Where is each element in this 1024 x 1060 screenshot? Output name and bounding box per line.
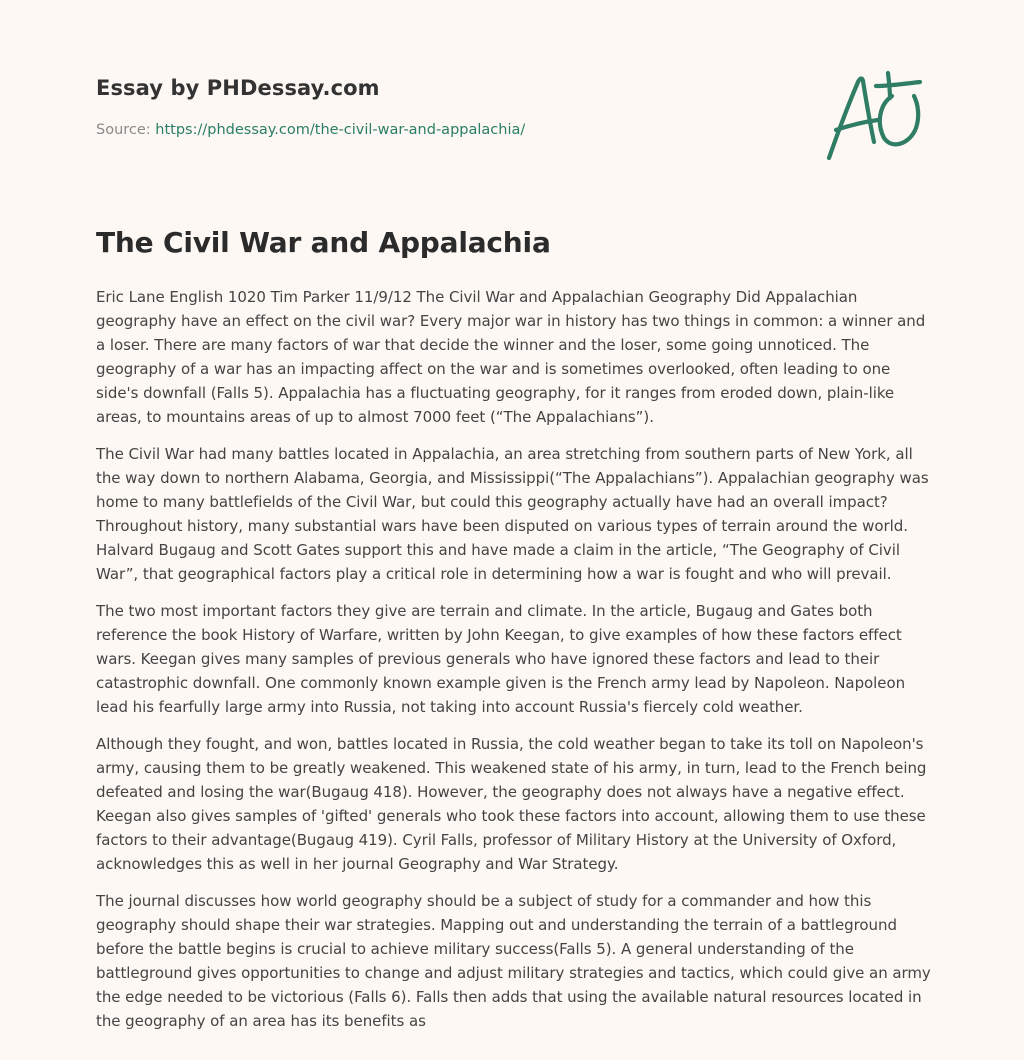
source-line xyxy=(96,122,926,138)
paragraph: Although they fought, and won, battles located in Russia, the cold weather began to take its toll on Napoleon's army, causing them to be greatly weakened. This weakened state of his army, in turn, lead to the French being defeated and losing the war(Bugaug 418). However, the geography does not always have a negative effect. Keegan also gives samples of 'gifted' generals who took these factors into account, allowing them to use these factors to their advantage(Bugaug 419). Cyril Falls, professor of Military History at the University of Oxford, acknowledges this as well in her journal Geography and War Strategy. xyxy=(96,735,927,873)
a-plus-grade-logo-icon xyxy=(822,68,928,164)
paragraph: The journal discusses how world geography should be a subject of study for a commander and how this geography should shape their war strategies. Mapping out and understanding the terrain of a battleground before the battle begins is crucial to achieve military success(Falls 5). A general understanding of the battleground gives opportunities to change and adjust military strategies and tactics, which could give an army the edge needed to be victorious (Falls 6). Falls then adds that using the available natural resources located in the geography of an area has its benefits as xyxy=(96,892,931,1030)
article-body xyxy=(96,285,936,1046)
header xyxy=(96,76,926,138)
site-brand: Essay by PHDessay.com xyxy=(96,76,380,100)
paragraph: The two most important factors they give are terrain and climate. In the article, Bugaug and Gates both reference the book History of Warfare, written by John Keegan, to give examples of how these factors effect wars. Keegan gives many samples of previous generals who have ignored these factors and lead to their catastrophic downfall. One commonly known example given is the French army lead by Napoleon. Napoleon lead his fearfully large army into Russia, not taking into account Russia's fiercely cold weather. xyxy=(96,602,906,716)
article-title: The Civil War and Appalachia xyxy=(96,226,551,259)
paragraph: Eric Lane English 1020 Tim Parker 11/9/12 The Civil War and Appalachian Geography Did Appalachian geography have an effect on the civil war? Every major war in history has two things in common: a winner and a loser. There are many factors of war that decide the winner and the loser, some going unnoticed. The geography of a war has an impacting affect on the war and is sometimes overlooked, often leading to one side's downfall (Falls 5). Appalachia has a fluctuating geography, for it ranges from eroded down, plain-like areas, to mountains areas of up to almost 7000 feet (“The Appalachians”). xyxy=(96,288,926,426)
source-label: Source: xyxy=(96,122,156,138)
source-link[interactable]: https://phdessay.com/the-civil-war-and-appalachia/ xyxy=(155,122,526,138)
paragraph: The Civil War had many battles located in Appalachia, an area stretching from southern parts of New York, all the way down to northern Alabama, Georgia, and Mississippi(“The Appalachians”). Appalachian geography was home to many battlefields of the Civil War, but could this geography actually have had an overall impact? Throughout history, many substantial wars have been disputed on various types of terrain around the world. Halvard Bugaug and Scott Gates support this and have made a claim in the article, “The Geography of Civil War”, that geographical factors play a critical role in determining how a war is fought and who will prevail. xyxy=(96,445,929,583)
